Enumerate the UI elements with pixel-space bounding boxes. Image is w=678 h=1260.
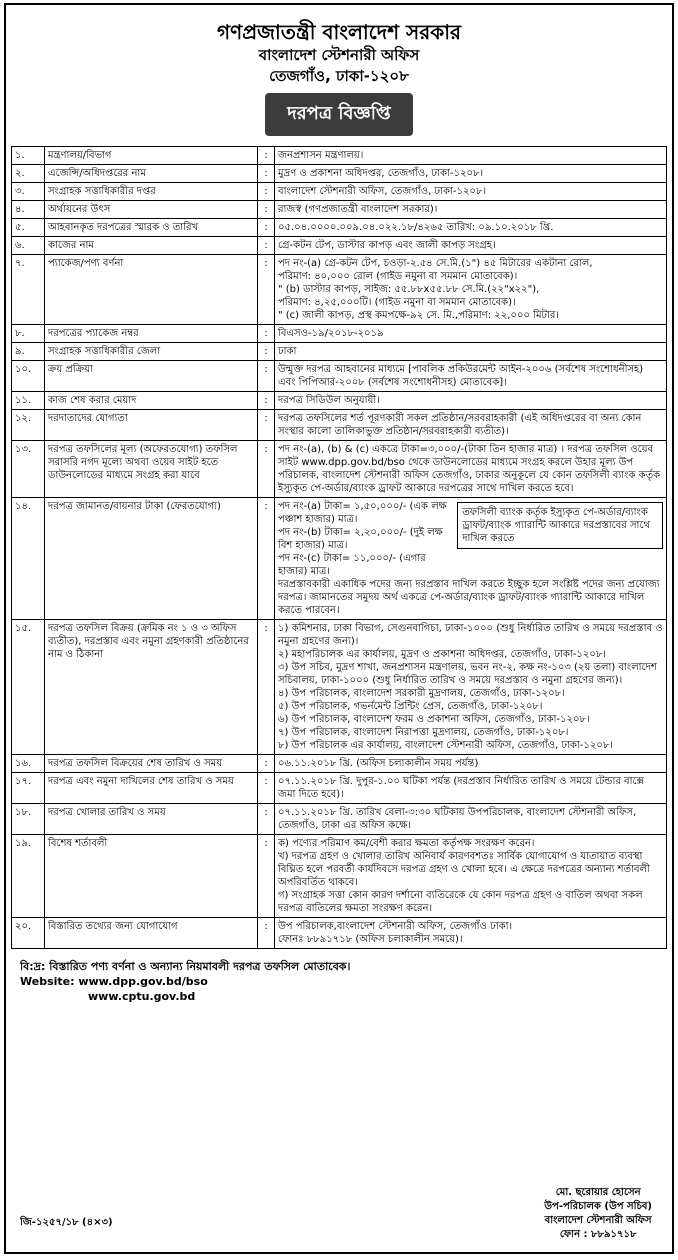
row-colon: : [258, 201, 275, 219]
footer-note [6, 949, 672, 1004]
row-serial: ১০. [12, 361, 45, 392]
row-field-label: কাজের নাম [45, 237, 258, 255]
row-value-line: ৫) উপ পরিচালক, গভর্নমেন্ট প্রিন্টিং প্রেস, তেজগাঁও, ঢাকা-১২০৮। [278, 701, 543, 712]
row-value-line: ২) মহাপরিচালক এর কার্যালয়, মুদ্রণ ও প্রকাশনা অধিদপ্তর, তেজগাঁও, ঢাকা-১২০৮। [278, 649, 606, 660]
row-value: ০৬.১১.২০১৮ খ্রি. (অফিস চলাকালীন সময় পর্যন্ত) [275, 755, 667, 773]
signer-phone: ফোন : ৮৮৯১৭১৮ [559, 1229, 637, 1240]
office-address: তেজগাঁও, ঢাকা-১২০৮ [269, 67, 409, 85]
row-field-label: বিশেষ শর্তাবলী [45, 835, 258, 918]
row-field-label: কাজ শেষ করার মেয়াদ [45, 392, 258, 410]
row-colon: : [258, 835, 275, 918]
row-serial: ৯. [12, 343, 45, 361]
row-colon: : [258, 237, 275, 255]
row-value-line: ৮) উপ পরিচালক এর কার্যালয়, বাংলাদেশ স্টেশনারী অফিস, তেজগাঁও, ঢাকা-১২০৮। [278, 740, 613, 751]
row-field-label: দরপত্রের প্যাকেজ নম্বর [45, 325, 258, 343]
row-value [275, 255, 667, 325]
row-field-label: মন্ত্রণালয়/বিভাগ [45, 147, 258, 165]
row-serial: ৩. [12, 183, 45, 201]
row-value: বিএসও-১৯/২০১৮-২০১৯ [275, 325, 667, 343]
row-field-label: দরপত্র তফসিল বিক্রয় (ক্রমিক নং ১ ও ৩ অফিস ব্যতীত), দরপ্রস্তাব এবং নমুনা গ্রহণকারী প্রতিষ্ঠানের নাম ও ঠিকানা [45, 620, 258, 755]
row-colon: : [258, 361, 275, 392]
row-field-label: এজেন্সি/অধিদপ্তরের নাম [45, 165, 258, 183]
signer-name: মো. ছরোয়ার হোসেন [555, 1187, 641, 1198]
row-value-line: পরিমাণ: ৪০,০০০ রোল (গাইড নমুনা বা সমমান মোতাবেক)। [278, 271, 518, 282]
security-amount-item: পদ নং-(c) টাকা= ১১,০০০/- (এগার হাজার) মাত্র। [278, 553, 426, 577]
row-serial: ১৬. [12, 755, 45, 773]
row-colon: : [258, 755, 275, 773]
row-value: মুদ্রণ ও প্রকাশনা অধিদপ্তর, তেজগাঁও, ঢাকা-১২০৮। [275, 165, 667, 183]
table-row [12, 325, 667, 343]
row-value: ০৫.০৪.০০০০.০০৯.০৪.০২২.১৮/৪২৬৫ তারিখ: ০৯.১০.২০১৮ খ্রি. [275, 219, 667, 237]
table-row [12, 237, 667, 255]
row-value-line: ক) পণ্যের পরিমাণ কম/বেশী করার ক্ষমতা কর্তৃপক্ষ সংরক্ষণ করেন। [278, 838, 535, 849]
row-colon: : [258, 219, 275, 237]
table-row [12, 498, 667, 620]
row-serial: ৫. [12, 219, 45, 237]
row-colon: : [258, 918, 275, 949]
row-colon: : [258, 498, 275, 620]
row-serial: ১১. [12, 392, 45, 410]
table-row [12, 918, 667, 949]
table-row [12, 441, 667, 498]
row-field-label: দরপত্র তফসিল বিক্রয়ের শেষ তারিখ ও সময় [45, 755, 258, 773]
row-value: রাজস্ব (গণপ্রজাতন্ত্রী বাংলাদেশ সরকার)। [275, 201, 667, 219]
office-name: বাংলাদেশ স্টেশনারী অফিস [258, 46, 420, 64]
notice-header [6, 5, 672, 136]
row-field-label: প্যাকেজ/পণ্য বর্ণনা [45, 255, 258, 325]
table-row [12, 147, 667, 165]
row-value-line: ৬) উপ পরিচালক, বাংলাদেশ ফরম ও প্রকাশনা অফিস, তেজগাঁও, ঢাকা-১২০৮। [278, 714, 590, 725]
tender-details-table [11, 146, 667, 949]
row-value-line: ফোনঃ ৮৮৯১৭১৮ (অফিস চলাকালীন সময়ে)। [278, 934, 463, 945]
row-field-label: আহবানকৃত দরপত্রের স্মারক ও তারিখ [45, 219, 258, 237]
row-serial: ২০. [12, 918, 45, 949]
table-row [12, 343, 667, 361]
row-colon: : [258, 183, 275, 201]
security-amounts [278, 500, 663, 578]
row-value-line: ৩) উপ সচিব, মুদ্রণ শাখা, জনপ্রশাসন মন্ত্রণালয়, ভবন নং-২, কক্ষ নং-১০৩ (২য় তলা) বাংলাদেশ সচিবালয়, ঢাকা-১০০০ (শুধু নির্ধারিত তারিখ ও সময়ে দরপ্রস্তাব ও নমুনা গ্রহণের জন্য)। [278, 662, 657, 686]
row-value-line: উপ পরিচালক,বাংলাদেশ স্টেশনারী অফিস, তেজগাঁও ঢাকা। [278, 921, 513, 932]
table-row [12, 804, 667, 835]
row-value [275, 918, 667, 949]
row-serial: ১৫. [12, 620, 45, 755]
footer-note-text: বি:দ্র: বিস্তারিত পণ্য বর্ণনা ও অন্যান্য নিয়মাবলী দরপত্র তফসিল মোতাবেক। [20, 960, 351, 973]
row-value-line: ৪) উপ পরিচালক, বাংলাদেশ সরকারী মুদ্রণালয়, তেজগাঁও, ঢাকা-১২০৮। [278, 688, 565, 699]
notice-badge: দরপত্র বিজ্ঞপ্তি [265, 93, 412, 136]
row-serial: ২. [12, 165, 45, 183]
row-colon: : [258, 773, 275, 804]
row-value: জনপ্রশাসন মন্ত্রণালয়। [275, 147, 667, 165]
row-serial: ৭. [12, 255, 45, 325]
signer-title: উপ-পরিচালক (উপ সচিব) [544, 1201, 652, 1212]
row-serial: ১৯. [12, 835, 45, 918]
row-colon: : [258, 165, 275, 183]
signer-office: বাংলাদেশ স্টেশনারী অফিস [544, 1215, 652, 1226]
row-value-line: খ) দরপত্র গ্রহণ ও খোলার তারিখ অনিবার্য কারণবশতঃ সার্বিক যোগাযোগ ও যাতায়াত ব্যবস্থা বিঘ্নিত হলে পরবর্তী কার্যদিবসে দরপত্র গ্রহণ ও খোলা হবে। এ ক্ষেত্রে দরপত্রের অন্যান্য শর্তাবলী অপরিবর্তিত থাকবে। [278, 851, 650, 888]
row-value: ০৭.১১.২০১৮ খ্রি. দুপুর-১.০০ ঘটিকা পর্যন্ত (দরপ্রস্তাব নির্ধারিত তারিখ ও সময়ে টেন্ডার বাক্সে জমা দিতে হবে)। [275, 773, 667, 804]
table-row [12, 773, 667, 804]
row-field-label: বিস্তারিত তথ্যের জন্য যোগাযোগ [45, 918, 258, 949]
row-value: ঢাকা [275, 343, 667, 361]
website-line [20, 974, 672, 989]
security-amount-list [278, 500, 451, 578]
security-box-note: তফসিলী ব্যাংক কর্তৃক ইস্যুকৃত পে-অর্ডার/ব্যাংক ড্রাফট/ব্যাংক গ্যারান্টি আকারে দরপ্রস্তাবের সাথে দাখিল করতে [457, 502, 663, 549]
government-title: গণপ্রজাতন্ত্রী বাংলাদেশ সরকার [217, 20, 461, 44]
table-row [12, 410, 667, 441]
row-value [275, 835, 667, 918]
signature-block [544, 1186, 652, 1242]
table-row [12, 219, 667, 237]
row-value: দরপত্র তফসিলের শর্ত পূরণকারী সকল প্রতিষ্ঠান/সরবরাহকারী (এই অধিদপ্তরের বা অন্য কোন সংস্থার কালো তালিকাভুক্ত প্রতিষ্ঠান/সরবরাহকারী ব্যতীত)। [275, 410, 667, 441]
row-serial: ১৩. [12, 441, 45, 498]
row-serial: ১৮. [12, 804, 45, 835]
table-row [12, 255, 667, 325]
row-colon: : [258, 620, 275, 755]
row-value: উন্মুক্ত দরপত্র আহবানের মাধ্যমে [পাবলিক প্রকিউরমেন্ট আইন-২০০৬ (সর্বশেষ সংশোধনীসহ) এবং পিপিআর-২০০৮ (সর্বশেষ সংশোধনীসহ) মোতাবেক]। [275, 361, 667, 392]
row-field-label: দরপত্র জামানত/বায়নার টাকা (ফেরতযোগ্য) [45, 498, 258, 620]
row-value: ০৭.১১.২০১৮ খ্রি. তারিখ বেলা-৩:৩০ ঘটিকায় উপপরিচালক, বাংলাদেশ স্টেশনারী অফিস, তেজগাঁও, ঢাকা এর অফিস কক্ষে। [275, 804, 667, 835]
row-colon: : [258, 343, 275, 361]
row-value-line: " (b) ডাস্টার কাপড়, সাইজ: ৫৫.৮৮x৫৫.৮৮ সে.মি.(২২"x২২"), [278, 284, 540, 295]
row-value: গ্রে-কটন টেপ, ডাস্টার কাপড় এবং জালী কাপড় সংগ্রহ। [275, 237, 667, 255]
row-value [275, 498, 667, 620]
row-field-label: অর্থায়নের উৎস [45, 201, 258, 219]
row-serial: ১৭. [12, 773, 45, 804]
row-value [275, 620, 667, 755]
row-colon: : [258, 147, 275, 165]
security-tail-note: দরপ্রস্তাবকারী একাধিক পদের জন্য দরপ্রস্তাব দাখিল করতে ইচ্ছুক হলে সংশ্লিষ্ট পদের জন্য প্রযোজ্য দরপত্র। জামানতের সমুদয় অর্থ একত্রে পে-অর্ডার/ব্যাংক ড্রাফট/ব্যাংক গ্যারান্টি আকারে দাখিল করতে পারবেন। [278, 579, 660, 616]
row-value-line: ১) কমিশনার, ঢাকা বিভাগ, সেগুনবাগিচা, ঢাকা-১০০০ (শুধু নির্ধারিত তারিখ ও সময়ে দরপ্রস্তাব ও নমুনা গ্রহণের জন্য)। [278, 623, 663, 647]
security-note-column [457, 500, 663, 578]
table-row [12, 361, 667, 392]
row-field-label: দরপত্র তফসিলের মূল্য (অফেরতযোগ্য) তফসিল সরাসরি নগদ মূল্যে অথবা ওয়েব সাইট হতে ডাউনলোডের মাধ্যমে সংগ্রহ করা যাবে [45, 441, 258, 498]
row-colon: : [258, 392, 275, 410]
table-row [12, 165, 667, 183]
row-serial: ১২. [12, 410, 45, 441]
row-field-label: ক্রয় প্রক্রিয়া [45, 361, 258, 392]
tender-notice-page [4, 3, 674, 1254]
website-link-cptu[interactable]: www.cptu.gov.bd [88, 990, 196, 1003]
row-colon: : [258, 410, 275, 441]
row-value: দরপত্র সিডিউল অনুযায়ী। [275, 392, 667, 410]
row-field-label: সংগ্রাহক সত্তাধিকারীর জেলা [45, 343, 258, 361]
row-field-label: দরদাতাদের যোগ্যতা [45, 410, 258, 441]
website-label: Website: [20, 975, 75, 988]
row-value-line: পরিমাণ: ৪,২৫,০০০টি। (গাইড নমুনা বা সমমান মোতাবেক)। [278, 297, 516, 308]
row-field-label: দরপত্র খোলার তারিখ ও সময় [45, 804, 258, 835]
reference-code: জি-১২৫৭/১৮ (৪×৩) [20, 1217, 113, 1228]
row-serial: ৪. [12, 201, 45, 219]
table-row [12, 620, 667, 755]
table-row [12, 183, 667, 201]
row-serial: ৮. [12, 325, 45, 343]
row-value-line: ৭) উপ পরিচালক, বাংলাদেশ নিরাপত্তা মুদ্রণালয়, তেজগাঁও, ঢাকা-১২০৮। [278, 727, 569, 738]
row-serial: ১. [12, 147, 45, 165]
row-value-line: " (c) জালী কাপড়, প্রস্থ কমপক্ষে-৯২ সে. মি.,পরিমাণ: ২২,০০০ মিটার। [278, 310, 559, 321]
row-field-label: দরপত্র এবং নমুনা দাখিলের শেষ তারিখ ও সময় [45, 773, 258, 804]
row-colon: : [258, 255, 275, 325]
row-serial: ১৪. [12, 498, 45, 620]
website-link-dpp[interactable]: www.dpp.gov.bd/bso [78, 975, 208, 988]
row-colon: : [258, 441, 275, 498]
row-value: পদ নং-(a), (b) & (c) একত্রে টাকা=৩,০০০/-(টাকা তিন হাজার মাত্র) । দরপত্র তফসিল ওয়েব সাইট www.dpp.gov.bd/bso থেকে ডাউনলোডের মাধ্যমে সংগ্রহ করলে উহার মূল্য উপ পরিচালক, বাংলাদেশ স্টেশনারী অফিস তেজগাঁও, ঢাকার অনুকূলে যে কোন তফসিলী ব্যাংক কর্তৃক ইস্যুকৃত পে-অর্ডার/ব্যাংক ড্রাফট আকারে দরপত্রের সাথে দাখিল করতে হবে। [275, 441, 667, 498]
table-row [12, 755, 667, 773]
security-amount-item: পদ নং-(b) টাকা= ২,২০,০০০/- (দুই লক্ষ বিশ হাজার) মাত্র। [278, 527, 443, 551]
table-row [12, 201, 667, 219]
row-serial: ৬. [12, 237, 45, 255]
row-value-line: গ) সংগ্রাহক সত্তা কোন কারণ দর্শানো ব্যতিরেকে যে কোন দরপত্র গ্রহণ ও বাতিল অথবা সকল দরপত্র বাতিলের ক্ষমতা সংরক্ষণ করেন। [278, 890, 643, 914]
row-colon: : [258, 325, 275, 343]
table-row [12, 392, 667, 410]
row-value-line: পদ নং-(a) গ্রে-কটন টেপ, চওড়া-২.৫৪ সে.মি.(১") ৪৫ মিটারের একটানা রোল, [278, 258, 593, 269]
row-field-label: সংগ্রাহক সত্তাধিকারীর দপ্তর [45, 183, 258, 201]
table-row [12, 835, 667, 918]
row-colon: : [258, 804, 275, 835]
row-value: বাংলাদেশ স্টেশনারী অফিস, তেজগাঁও, ঢাকা-১২০৮। [275, 183, 667, 201]
security-amount-item: পদ নং-(a) টাকা= ১,৫০,০০০/- (এক লক্ষ পঞ্চাশ হাজার) মাত্র। [278, 501, 447, 525]
